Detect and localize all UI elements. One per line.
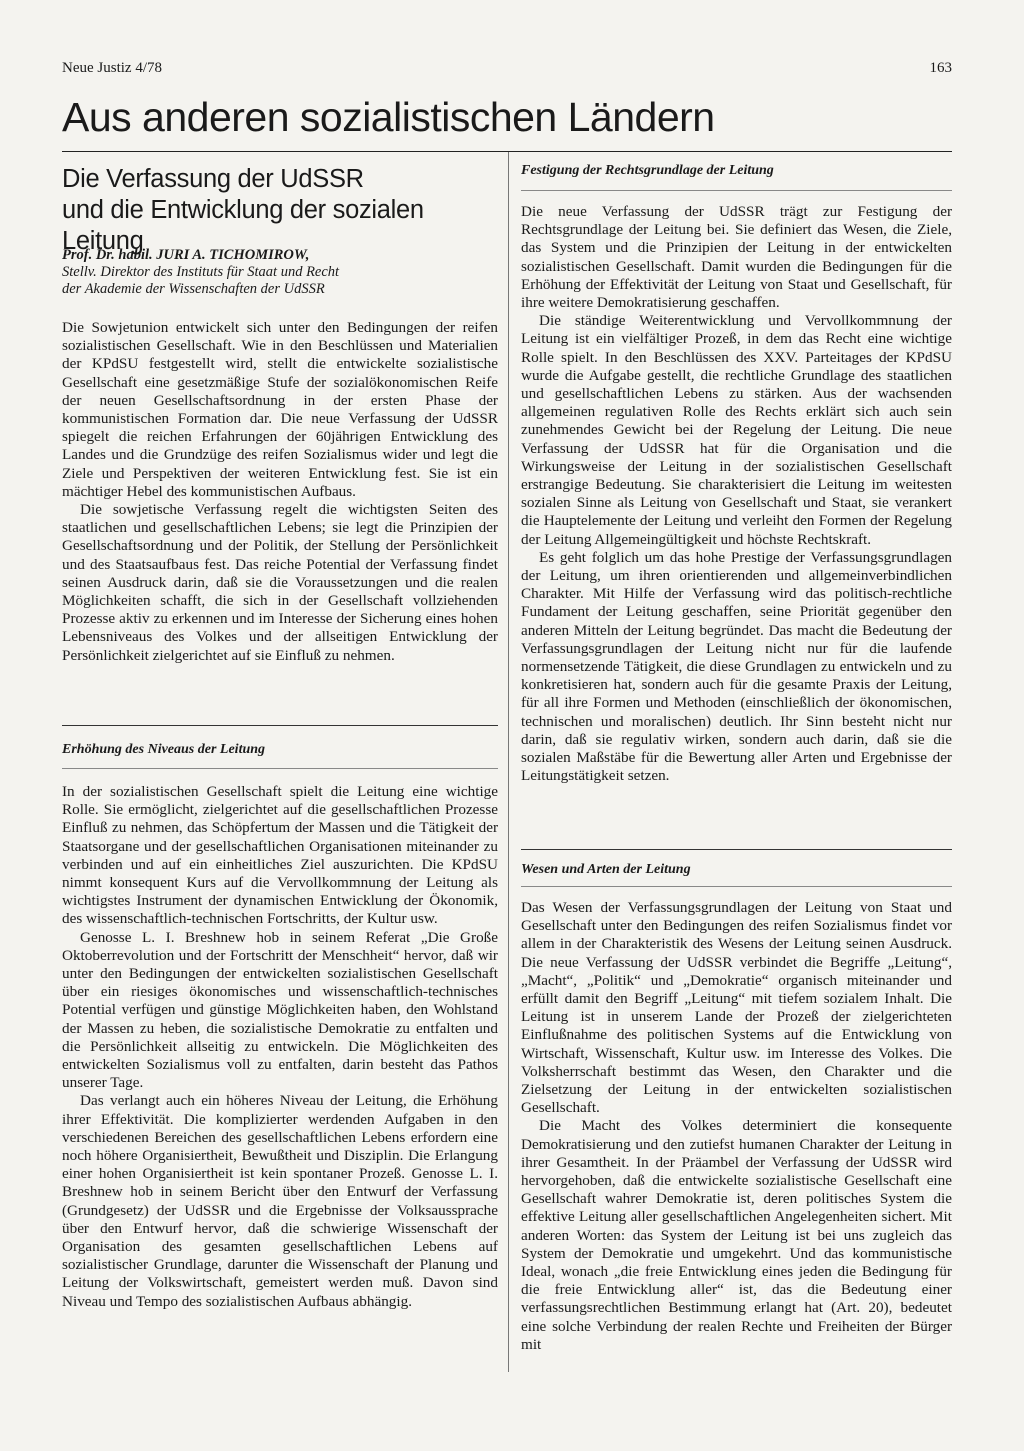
left-intro-text — [62, 319, 498, 665]
author-name: Prof. Dr. habil. JURI A. TICHOMIROW, — [62, 247, 310, 263]
subhead-underline — [521, 190, 952, 191]
subhead-rule — [62, 725, 498, 726]
article-title — [62, 164, 498, 257]
right-section2-text — [521, 899, 952, 1354]
column-divider — [508, 152, 509, 1372]
author-affiliation-line1: Stellv. Direktor des Instituts für Staat und Recht — [62, 264, 340, 280]
paragraph: Die ständige Weiterentwicklung und Vervollkommnung der Leitung ist ein vielfältiger Prozeß, in dem das Recht eine wichtige Rolle spielt. In den Beschlüssen des XXV. Parteitages der KPdSU wurde die Aufgabe gestellt, die rechtliche Grundlage des staatlichen und gesellschaftlichen Lebens zu stärken. Aus der wachsenden allgemeinen regulativen Rolle des Rechts erklärt sich auch sein zunehmendes Gewicht bei der Regelung der Leitung. Die neue Verfassung der UdSSR hat für die Organisation und die Wirkungsweise der Leitung in der sozialistischen Gesellschaft erstrangige Bedeutung. Sie charakterisiert die Leitung im weitesten sozialen Sinne als Leitung von Gesellschaft und Staat, sie verankert die Hauptelemente der Leitung und verleiht den Formen der Regelung der Leitung Allgemeingültigkeit und höchste Rechtskraft. — [521, 312, 952, 548]
running-header — [62, 60, 952, 80]
subhead-erhoehung: Erhöhung des Niveaus der Leitung — [62, 742, 266, 757]
article-title-line2: und die Entwicklung der sozialen Leitung — [62, 196, 424, 255]
page-number: 163 — [929, 60, 952, 76]
right-section1-text — [521, 203, 952, 786]
paragraph: Die sowjetische Verfassung regelt die wichtigsten Seiten des staatlichen und gesellschaftlichen Lebens; sie legt die Prinzipien der Gesellschaftsordnung und der Politik, der Stellung der Persönlichkeit und des Staatsaufbaus fest. Das reiche Potential der Verfassung findet seinen Ausdruck darin, daß sie die Voraussetzungen und die realen Möglichkeiten schafft, die sich in der Gesellschaft vollziehenden Prozesse aktiv zu erkennen und im Interesse der Sicherung eines hohen Lebensniveaus des Volkes und der allseitigen Entwicklung der Persönlichkeit zielgerichtet auf sie Einfluß zu nehmen. — [62, 501, 498, 664]
top-rule — [62, 151, 952, 152]
subhead-festigung: Festigung der Rechtsgrundlage der Leitung — [521, 163, 774, 178]
paragraph: In der sozialistischen Gesellschaft spielt die Leitung eine wichtige Rolle. Sie ermöglicht, zielgerichtet auf die gesellschaftlichen Prozesse Einfluß zu nehmen, das Schöpfertum der Massen und die Tätigkeit der Staatsorgane und der gesellschaftlichen Organisationen miteinander zu verbinden und auf ein einheitliches Ziel auszurichten. Die KPdSU nimmt konsequent Kurs auf die Vervollkommnung der Leitung als wichtigstes Instrument der dynamischen Entwicklung der Ökonomik, des wissenschaftlich-technischen Fortschritts, der Kultur usw. — [62, 783, 498, 928]
paragraph: Die neue Verfassung der UdSSR trägt zur Festigung der Rechtsgrundlage der Leitung bei. Sie definiert das Wesen, die Ziele, das System und die Prinzipien der Leitung in der entwickelten sozialistischen Gesellschaft. Damit wurden die Bedingungen für die Erhöhung der Effektivität der Leitung von Staat und Gesellschaft, für ihre weitere Demokratisierung geschaffen. — [521, 203, 952, 312]
left-section2-text — [62, 783, 498, 1311]
article-title-line1: Die Verfassung der UdSSR — [62, 165, 364, 193]
paragraph: Die Sowjetunion entwickelt sich unter den Bedingungen der reifen sozialistischen Gesellschaft. Wie in den Beschlüssen und Materialien der KPdSU festgestellt wird, stellt die entwickelte sozialistische Gesellschaft eine gesetzmäßige Stufe der sozialökonomischen Reife der neuen Gesellschaftsordnung in der ersten Phase der kommunistischen Formation dar. Die neue Verfassung der UdSSR spiegelt die reichen Erfahrungen der 60jährigen Entwicklung des Landes und die Grundzüge des reifen Sozialismus wider und legt die Ziele und Perspektiven der weiteren Entwicklung fest. Sie ist ein mächtiger Hebel des kommunistischen Aufbaus. — [62, 319, 498, 500]
paragraph: Genosse L. I. Breshnew hob in seinem Referat „Die Große Oktoberrevolution und der Fortschritt der Menschheit“ hervor, daß wir unter den Bedingungen der entwickelten sozialistischen Gesellschaft über ein riesiges ökonomisches und wissenschaftlich-technisches Potential verfügen und günstige Möglichkeiten haben, den Wohlstand der Massen zu heben, die sozialistische Demokratie zu entfalten und die Persönlichkeit allseitig zu entwickeln. Die Möglichkeiten des entwickelten Sozialismus voll zu entfalten, darin besteht das Pathos unserer Tage. — [62, 928, 498, 1092]
paragraph: Die Macht des Volkes determiniert die konsequente Demokratisierung und den zutiefst humanen Charakter der Leitung in ihrer Gesamtheit. In der Präambel der Verfassung der UdSSR wird hervorgehoben, daß die entwickelte sozialistische Gesellschaft eine Gesellschaft wahrer Demokratie ist, deren politisches System die effektive Leitung aller gesellschaftlichen Angelegenheiten sichert. Mit anderen Worten: das System der Leitung ist bei uns zugleich das System der Demokratie und umgekehrt. Und das kommunistische Ideal, wonach „die freie Entwicklung eines jeden die Bedingung für die freie Entwicklung aller“ ist, das die Bedeutung einer verfassungsrechtlichen Bestimmung erlangt hat (Art. 20), bedeutet eine solche Verbindung der realen Rechte und Freiheiten der Bürger mit — [521, 1117, 952, 1353]
paragraph: Das verlangt auch ein höheres Niveau der Leitung, die Erhöhung ihrer Effektivität. Die komplizierter werdenden Aufgaben in den verschiedenen Bereichen des gesellschaftlichen Lebens erfordern eine noch höhere Organisiertheit, Bewußtheit und Disziplin. Die Erlangung einer hohen Organisiertheit ist kein spontaner Prozeß. Genosse L. I. Breshnew hob in seinem Bericht über den Entwurf der Verfassung (Grundgesetz) der UdSSR und die Ergebnisse der Volksaussprache über den Entwurf hervor, daß die schwierige Wissenschaft der Organisation des gesamten gesellschaftlichen Lebens auf sozialistischer Grundlage, darunter die Wissenschaft der Planung und Leitung der Volkswirtschaft, gemeistert werden muß. Davon sind Niveau und Tempo des sozialistischen Aufbaus abhängig. — [62, 1092, 498, 1310]
journal-reference: Neue Justiz 4/78 — [62, 60, 162, 76]
subhead-rule — [521, 849, 952, 850]
subhead-wesen: Wesen und Arten der Leitung — [521, 862, 691, 877]
author-block — [62, 247, 498, 298]
paragraph: Das Wesen der Verfassungsgrundlagen der Leitung von Staat und Gesellschaft unter den Bedingungen des reifen Sozialismus findet vor allem in der Charakteristik des Wesens der Leitung seinen Ausdruck. Die neue Verfassung der UdSSR verbindet die Begriffe „Leitung“, „Macht“, „Politik“ und „Demokratie“ organisch miteinander und erfüllt damit den Begriff „Leitung“ mit tiefem sozialem Inhalt. Die Leitung ist in unserem Lande der Prozeß der zielgerichteten Einflußnahme des politischen Systems auf die Entwicklung von Wirtschaft, Wissenschaft, Kultur usw. im Interesse des Volkes. Die Volksherrschaft bestimmt das Wesen, den Charakter und die Zielsetzung der Leitung in der entwickelten sozialistischen Gesellschaft. — [521, 899, 952, 1117]
author-affiliation-line2: der Akademie der Wissenschaften der UdSSR — [62, 281, 325, 297]
subhead-underline — [521, 886, 952, 887]
section-title: Aus anderen sozialistischen Ländern — [62, 94, 715, 140]
paragraph: Es geht folglich um das hohe Prestige der Verfassungsgrundlagen der Leitung, um ihren orientierenden und allgemeinverbindlichen Charakter. Mit Hilfe der Verfassung wird das politisch-rechtliche Fundament der Leitung geschaffen, seine Priorität gegenüber den anderen Mitteln der Leitung begründet. Das macht die Bedeutung der Verfassungsgrundlagen der Leitung nicht nur für die laufende normensetzende Tätigkeit, die diese Grundlagen zu entwickeln und zu konkretisieren hat, sondern auch für die gesamte Praxis der Leitung, für all ihre Formen und Methoden (einschließlich der ökonomischen, technischen und moralischen) deutlich. Ihr Sinn besteht nicht nur darin, daß sie regulativ wirken, sondern auch darin, daß sie die sozialen Maßstäbe für die Bewertung aller Arten und Ergebnisse der Leitungstätigkeit setzen. — [521, 548, 952, 785]
subhead-underline — [62, 768, 498, 769]
